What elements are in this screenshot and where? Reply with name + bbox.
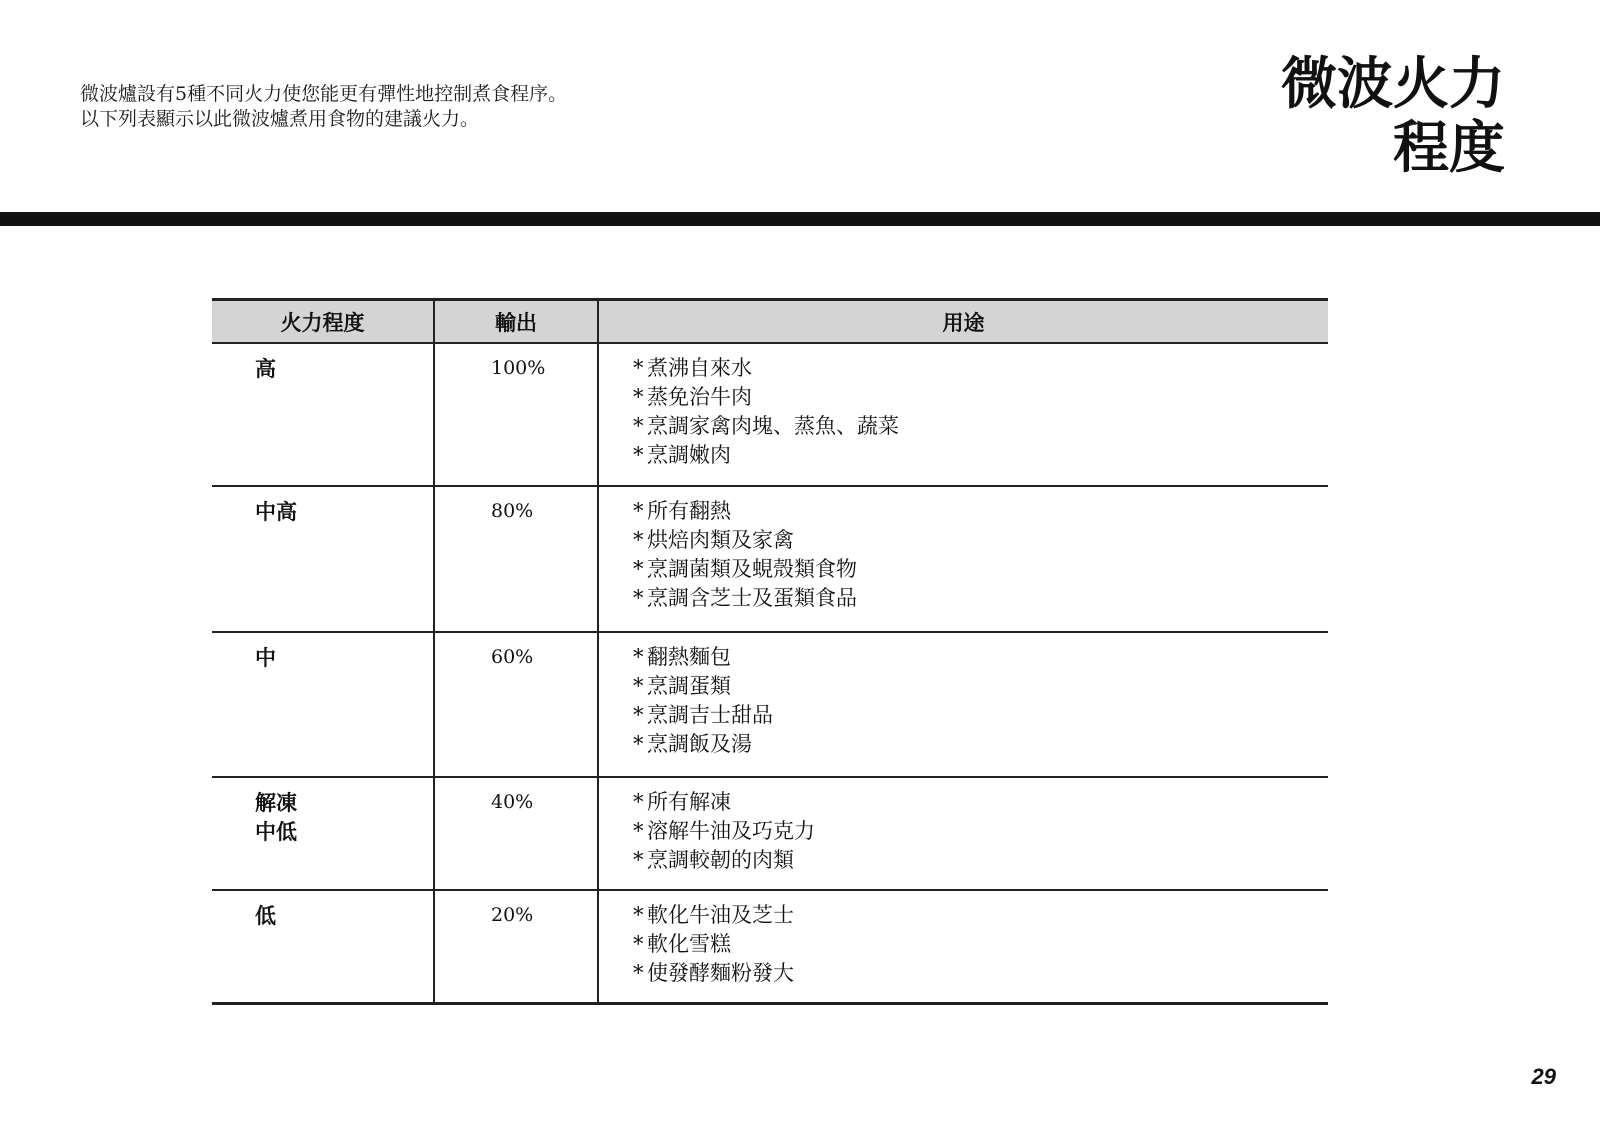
bullet-mark: * bbox=[633, 703, 644, 727]
power-level-label: 中低 bbox=[255, 819, 297, 844]
bullet-mark: * bbox=[633, 356, 644, 380]
use-item bbox=[633, 730, 1327, 759]
bullet-mark: * bbox=[633, 732, 644, 756]
bullet-mark: * bbox=[633, 528, 644, 552]
uses-cell bbox=[598, 632, 1328, 777]
bullet-mark: * bbox=[633, 586, 644, 610]
output-cell: 60% bbox=[434, 632, 598, 777]
header-output: 輸出 bbox=[434, 300, 598, 344]
use-item bbox=[633, 672, 1327, 701]
bullet-mark: * bbox=[633, 790, 644, 814]
use-item bbox=[633, 526, 1327, 555]
use-item bbox=[633, 901, 1327, 930]
power-level-label: 中 bbox=[255, 645, 276, 670]
use-item bbox=[633, 441, 1327, 470]
output-cell: 20% bbox=[434, 890, 598, 1003]
bullet-mark: * bbox=[633, 903, 644, 927]
use-item bbox=[633, 930, 1327, 959]
use-text: 烹調吉士甜品 bbox=[647, 703, 773, 727]
page-title bbox=[1281, 52, 1505, 180]
use-item bbox=[633, 643, 1327, 672]
bullet-mark: * bbox=[633, 819, 644, 843]
intro-line-2: 以下列表顯示以此微波爐煮用食物的建議火力。 bbox=[80, 108, 480, 130]
use-item bbox=[633, 584, 1327, 613]
use-item bbox=[633, 555, 1327, 584]
page-title-line-2: 程度 bbox=[1393, 115, 1505, 181]
uses-cell bbox=[598, 486, 1328, 632]
power-level-cell bbox=[212, 343, 434, 486]
use-item bbox=[633, 383, 1327, 412]
bullet-mark: * bbox=[633, 674, 644, 698]
use-text: 烹調含芝士及蛋類食品 bbox=[647, 586, 857, 610]
header-uses: 用途 bbox=[598, 300, 1328, 344]
use-text: 烘焙肉類及家禽 bbox=[647, 528, 794, 552]
use-item bbox=[633, 497, 1327, 526]
table-row bbox=[212, 343, 1328, 486]
power-level-cell bbox=[212, 632, 434, 777]
use-text: 烹調家禽肉塊、蒸魚、蔬菜 bbox=[647, 414, 899, 438]
use-text: 烹調飯及湯 bbox=[647, 732, 752, 756]
table-row bbox=[212, 777, 1328, 890]
use-item bbox=[633, 701, 1327, 730]
header-power-level: 火力程度 bbox=[212, 300, 434, 344]
output-cell: 80% bbox=[434, 486, 598, 632]
uses-cell bbox=[598, 343, 1328, 486]
bullet-mark: * bbox=[633, 557, 644, 581]
output-cell: 100% bbox=[434, 343, 598, 486]
power-level-cell bbox=[212, 890, 434, 1003]
table-row bbox=[212, 632, 1328, 777]
use-text: 煮沸自來水 bbox=[647, 356, 752, 380]
bullet-mark: * bbox=[633, 385, 644, 409]
use-text: 軟化牛油及芝士 bbox=[647, 903, 794, 927]
use-text: 烹調較韌的肉類 bbox=[647, 848, 794, 872]
use-text: 軟化雪糕 bbox=[647, 932, 731, 956]
power-level-cell bbox=[212, 777, 434, 890]
header-divider bbox=[0, 212, 1600, 226]
use-item bbox=[633, 412, 1327, 441]
use-text: 翻熱麵包 bbox=[647, 645, 731, 669]
power-level-cell bbox=[212, 486, 434, 632]
uses-cell bbox=[598, 777, 1328, 890]
bullet-mark: * bbox=[633, 961, 644, 985]
bullet-mark: * bbox=[633, 414, 644, 438]
page-number: 29 bbox=[1531, 1064, 1556, 1089]
use-text: 烹調菌類及蜆殼類食物 bbox=[647, 557, 857, 581]
table-header-row bbox=[212, 300, 1328, 344]
power-level-label: 低 bbox=[255, 903, 276, 928]
use-text: 所有翻熱 bbox=[647, 499, 731, 523]
intro-text bbox=[80, 82, 567, 132]
bullet-mark: * bbox=[633, 848, 644, 872]
use-text: 使發酵麵粉發大 bbox=[647, 961, 794, 985]
use-item bbox=[633, 817, 1327, 846]
power-level-label: 中高 bbox=[255, 499, 297, 524]
page-title-line-1: 微波火力 bbox=[1281, 51, 1505, 117]
use-item bbox=[633, 959, 1327, 988]
use-text: 所有解凍 bbox=[647, 790, 731, 814]
bullet-mark: * bbox=[633, 443, 644, 467]
bullet-mark: * bbox=[633, 645, 644, 669]
table-row bbox=[212, 890, 1328, 1003]
intro-line-1: 微波爐設有5種不同火力使您能更有彈性地控制煮食程序。 bbox=[80, 83, 568, 105]
bullet-mark: * bbox=[633, 499, 644, 523]
power-level-label: 解凍 bbox=[255, 790, 297, 815]
bullet-mark: * bbox=[633, 932, 644, 956]
use-text: 烹調蛋類 bbox=[647, 674, 731, 698]
uses-cell bbox=[598, 890, 1328, 1003]
use-text: 蒸免治牛肉 bbox=[647, 385, 752, 409]
use-text: 烹調嫩肉 bbox=[647, 443, 731, 467]
use-item bbox=[633, 354, 1327, 383]
use-item bbox=[633, 846, 1327, 875]
output-cell: 40% bbox=[434, 777, 598, 890]
table-row bbox=[212, 486, 1328, 632]
power-level-table bbox=[212, 298, 1328, 1005]
use-item bbox=[633, 788, 1327, 817]
power-level-label: 高 bbox=[255, 356, 276, 381]
use-text: 溶解牛油及巧克力 bbox=[647, 819, 815, 843]
